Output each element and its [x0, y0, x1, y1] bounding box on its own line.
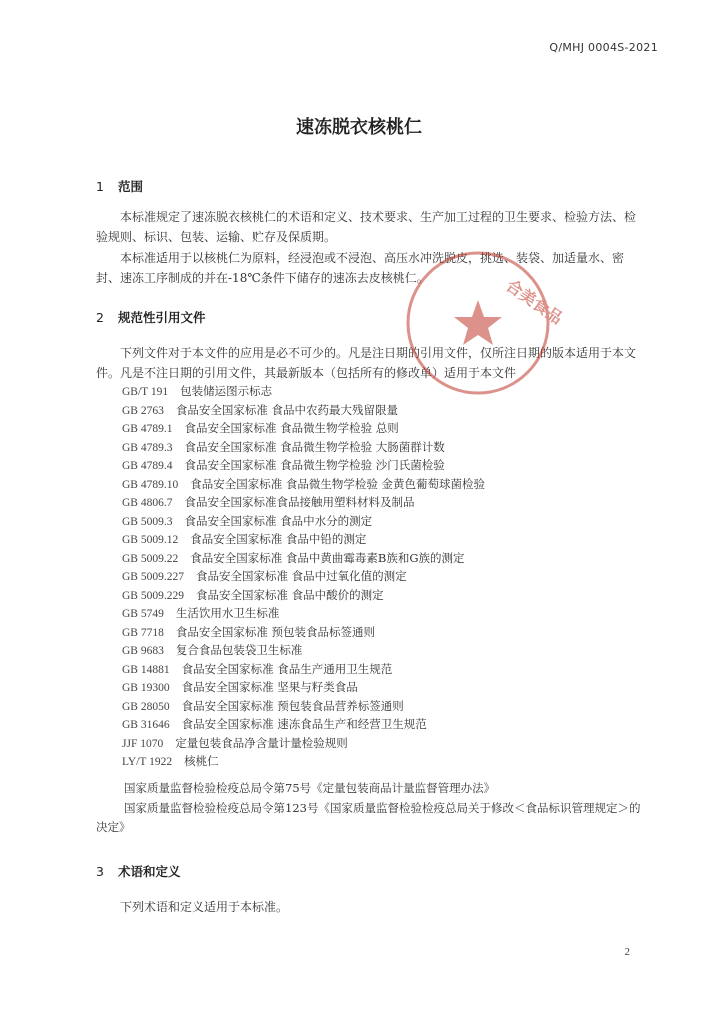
reference-title: 包装储运图示标志 — [180, 384, 273, 398]
section-number: 1 — [96, 179, 104, 194]
list-item — [122, 438, 485, 457]
reference-code: GB 14881 — [122, 663, 170, 676]
list-item — [122, 493, 485, 512]
reference-code: GB 5009.22 — [122, 552, 179, 565]
reference-code: GB 5009.227 — [122, 571, 184, 583]
reference-code: GB/T 191 — [122, 386, 169, 398]
section-title: 规范性引用文件 — [118, 310, 206, 325]
list-item — [122, 456, 485, 475]
reference-code: GB 5009.3 — [122, 515, 173, 528]
reference-code: GB 9683 — [122, 645, 164, 657]
reference-title: 食品安全国家标准 食品微生物学检验 总则 — [184, 421, 399, 435]
standard-code: Q/MHJ 0004S-2021 — [549, 41, 658, 54]
section-number: 2 — [96, 310, 104, 325]
list-item — [122, 678, 485, 697]
reference-title: 食品安全国家标准 食品中农药最大残留限量 — [175, 402, 399, 417]
terms-paragraph: 下列术语和定义适用于本标准。 — [120, 900, 289, 914]
document-title: 速冻脱衣核桃仁 — [296, 117, 422, 138]
seal-star-icon — [454, 300, 502, 345]
reference-code: GB 31646 — [122, 719, 170, 731]
reference-code: JJF 1070 — [122, 737, 164, 750]
reference-title: 食品安全国家标准 食品微生物学检验 沙门氏菌检验 — [184, 458, 445, 472]
reference-title: 食品安全国家标准 食品微生物学检验 大肠菌群计数 — [184, 439, 445, 454]
reference-title: 食品安全国家标准 食品中酸价的测定 — [195, 587, 384, 602]
references-intro: 下列文件对于本文件的应用是必不可少的。凡是注日期的引用文件，仅所注日期的版本适用于本文件。凡是不注日期的引用文件，其最新版本（包括所有的修改单）适用于本文件 — [96, 346, 637, 380]
list-item — [122, 734, 485, 753]
decree-123: 国家质量监督检验检疫总局令第123号《国家质量监督检验检疫总局关于修改＜食品标识管理规定＞的决定》 — [96, 801, 641, 834]
reference-title: 食品安全国家标准 食品中水分的测定 — [184, 513, 373, 528]
section-number: 3 — [96, 864, 104, 879]
list-item — [122, 752, 485, 771]
list-item — [122, 715, 485, 734]
reference-title: 生活饮用水卫生标准 — [175, 606, 280, 620]
reference-title: 食品安全国家标准 食品微生物学检验 金黄色葡萄球菌检验 — [190, 476, 486, 491]
reference-code: GB 4789.1 — [122, 423, 173, 435]
section-title: 术语和定义 — [118, 864, 181, 879]
reference-title: 复合食品包装袋卫生标准 — [175, 643, 303, 657]
list-item — [122, 567, 485, 586]
reference-title: 食品安全国家标准食品接触用塑料材料及制品 — [184, 495, 415, 509]
section-3-heading — [96, 862, 181, 880]
reference-code: GB 4789.10 — [122, 478, 179, 491]
list-item — [122, 475, 485, 494]
reference-title: 食品安全国家标准 预包装食品营养标签通则 — [181, 698, 404, 713]
scope-paragraph-1: 本标准规定了速冻脱衣核桃仁的术语和定义、技术要求、生产加工过程的卫生要求、检验方法、检验规则、标识、包装、运输、贮存及保质期。 — [96, 210, 637, 244]
list-item — [122, 549, 485, 568]
reference-code: GB 19300 — [122, 682, 170, 694]
reference-title: 食品安全国家标准 食品中黄曲霉毒素B族和G族的测定 — [190, 550, 465, 565]
list-item — [122, 586, 485, 605]
list-item — [122, 512, 485, 531]
list-item — [122, 401, 485, 420]
section-title: 范围 — [118, 179, 144, 194]
company-seal — [403, 248, 567, 398]
list-item — [122, 641, 485, 660]
list-item — [122, 419, 485, 438]
reference-title: 食品安全国家标准 食品中铅的测定 — [190, 532, 367, 546]
seal-text: 合美食品 — [502, 275, 567, 328]
reference-code: GB 4806.7 — [122, 497, 173, 509]
list-item — [122, 530, 485, 549]
reference-code: GB 4789.4 — [122, 460, 173, 472]
reference-code: GB 5749 — [122, 608, 164, 620]
reference-code: LY/T 1922 — [122, 756, 173, 768]
reference-list — [122, 382, 485, 771]
reference-title: 食品安全国家标准 预包装食品标签通则 — [175, 624, 376, 639]
reference-code: GB 7718 — [122, 626, 164, 639]
scope-paragraph-2: 本标准适用于以核桃仁为原料，经浸泡或不浸泡、高压水冲洗脱皮，挑选、装袋、加适量水、密封、速冻工序制成的并在-18℃条件下储存的速冻去皮核桃仁。 — [96, 251, 625, 285]
reference-title: 核桃仁 — [184, 754, 219, 768]
section-2-heading — [96, 308, 206, 326]
list-item — [122, 604, 485, 623]
reference-title: 食品安全国家标准 坚果与籽类食品 — [181, 680, 358, 694]
reference-code: GB 28050 — [122, 700, 170, 713]
page-number: 2 — [624, 946, 630, 958]
list-item — [122, 623, 485, 642]
reference-title: 食品安全国家标准 速冻食品生产和经营卫生规范 — [181, 717, 427, 731]
reference-title: 定量包装食品净含量计量检验规则 — [175, 735, 348, 750]
reference-code: GB 2763 — [122, 404, 164, 417]
list-item — [122, 660, 485, 679]
reference-title: 食品安全国家标准 食品生产通用卫生规范 — [181, 661, 393, 676]
reference-code: GB 5009.229 — [122, 589, 184, 602]
section-1-heading — [96, 177, 143, 195]
reference-title: 食品安全国家标准 食品中过氧化值的测定 — [195, 569, 407, 583]
list-item — [122, 697, 485, 716]
reference-code: GB 5009.12 — [122, 534, 179, 546]
decree-75: 国家质量监督检验检疫总局令第75号《定量包装商品计量监督管理办法》 — [124, 781, 496, 795]
reference-code: GB 4789.3 — [122, 441, 173, 454]
